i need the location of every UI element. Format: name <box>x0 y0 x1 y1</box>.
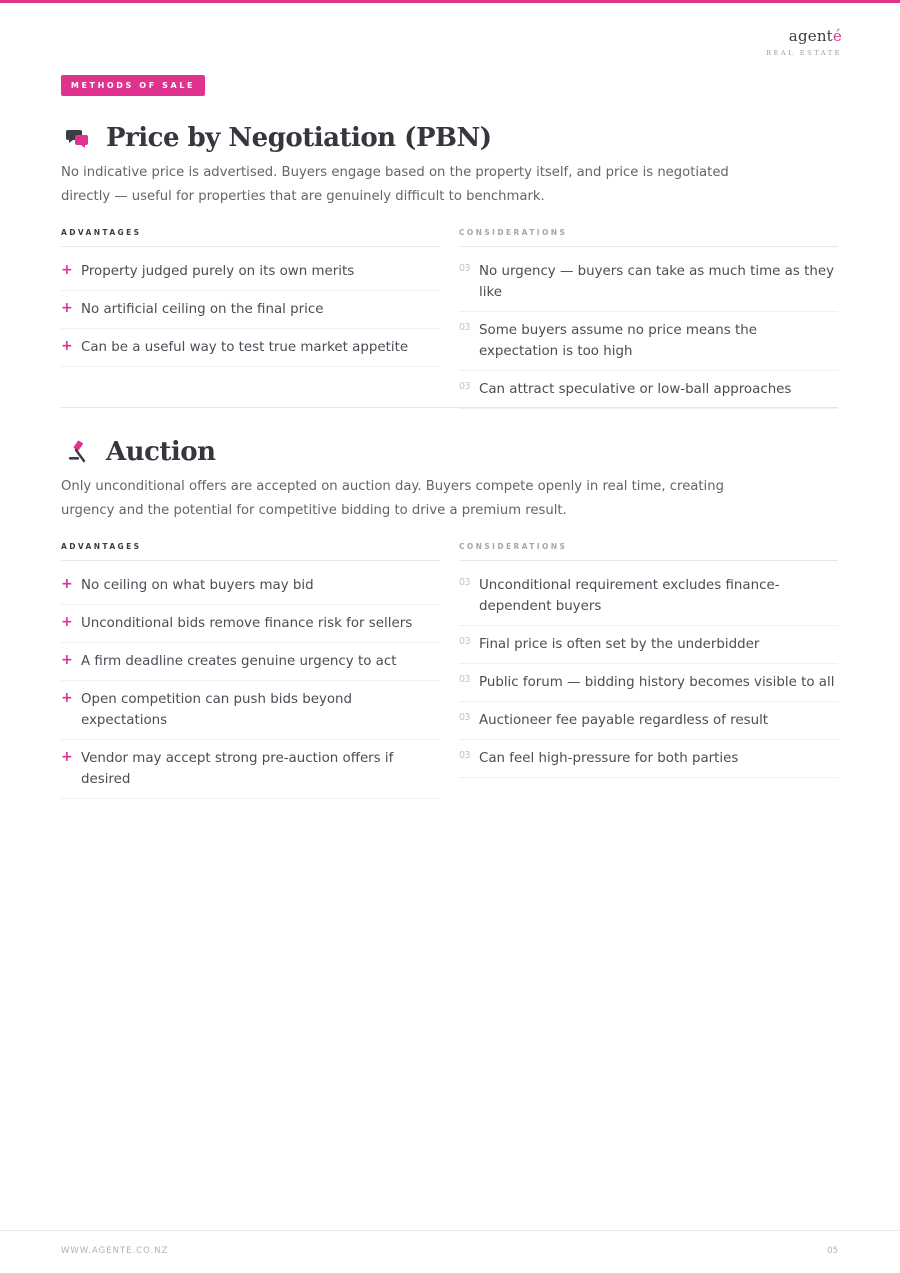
consideration-item <box>459 740 838 778</box>
item-marker: 03 <box>459 712 471 723</box>
section-header <box>61 432 838 472</box>
item-text: No urgency — buyers can take as much time as they like <box>479 264 834 300</box>
page-number: 05 <box>827 1246 838 1256</box>
item-marker: 03 <box>459 674 471 685</box>
section-badge: METHODS OF SALE <box>61 75 205 96</box>
brand-logo <box>766 27 842 57</box>
section-auction <box>61 432 838 799</box>
item-text: A firm deadline creates genuine urgency to act <box>81 654 397 669</box>
top-accent-bar <box>0 0 900 3</box>
advantages-list <box>61 247 440 367</box>
advantage-item <box>61 567 440 605</box>
section-pbn <box>61 118 838 409</box>
brand-name: agenté <box>788 27 842 45</box>
advantages-heading: ADVANTAGES <box>61 542 440 561</box>
considerations-column <box>459 228 838 409</box>
advantage-item <box>61 605 440 643</box>
considerations-list <box>459 247 838 409</box>
section-title: Price by Negotiation (PBN) <box>106 123 492 153</box>
item-text: Can feel high-pressure for both parties <box>479 751 739 766</box>
advantage-item <box>61 643 440 681</box>
section-title: Auction <box>106 437 216 467</box>
advantages-heading: ADVANTAGES <box>61 228 440 247</box>
plus-icon: + <box>61 652 73 668</box>
item-text: Unconditional bids remove finance risk for sellers <box>81 616 413 631</box>
plus-icon: + <box>61 690 73 706</box>
considerations-column <box>459 542 838 799</box>
consideration-item <box>459 702 838 740</box>
plus-icon: + <box>61 614 73 630</box>
item-marker: 03 <box>459 577 471 588</box>
advantage-item <box>61 740 440 799</box>
considerations-list <box>459 561 838 778</box>
consideration-item <box>459 312 838 371</box>
footer-url: WWW.AGENTE.CO.NZ <box>61 1246 169 1256</box>
item-text: Can be a useful way to test true market appetite <box>81 340 409 355</box>
speech-bubbles-icon <box>61 121 95 155</box>
item-marker: 03 <box>459 750 471 761</box>
consideration-item <box>459 626 838 664</box>
item-text: Final price is often set by the underbidder <box>479 637 760 652</box>
item-text: No ceiling on what buyers may bid <box>81 578 314 593</box>
consideration-item <box>459 253 838 312</box>
considerations-heading: CONSIDERATIONS <box>459 228 838 247</box>
item-marker: 03 <box>459 636 471 647</box>
gavel-icon <box>61 435 95 469</box>
item-text: Unconditional requirement excludes finance-dependent buyers <box>479 578 780 614</box>
plus-icon: + <box>61 576 73 592</box>
consideration-item <box>459 371 838 409</box>
footer-divider <box>0 1230 900 1231</box>
brand-tagline: REAL ESTATE <box>766 49 842 57</box>
section-description: No indicative price is advertised. Buyers engage based on the property itself, and price is negotiated directly — useful for properties that are genuinely difficult to benchmark. <box>61 165 729 204</box>
item-text: Can attract speculative or low-ball approaches <box>479 382 792 397</box>
item-text: Public forum — bidding history becomes visible to all <box>479 675 835 690</box>
section-divider <box>61 407 838 408</box>
section-description: Only unconditional offers are accepted on auction day. Buyers compete openly in real time, creating urgency and the potential for competitive bidding to drive a premium result. <box>61 479 724 518</box>
advantages-column <box>61 542 440 799</box>
item-text: Vendor may accept strong pre-auction offers if desired <box>81 751 394 787</box>
advantage-item <box>61 329 440 367</box>
consideration-item <box>459 664 838 702</box>
section-header <box>61 118 838 158</box>
consideration-item <box>459 567 838 626</box>
item-text: Open competition can push bids beyond expectations <box>81 692 353 728</box>
item-text: Some buyers assume no price means the expectation is too high <box>479 323 758 359</box>
plus-icon: + <box>61 262 73 278</box>
considerations-heading: CONSIDERATIONS <box>459 542 838 561</box>
item-marker: 03 <box>459 263 471 274</box>
item-text: Auctioneer fee payable regardless of result <box>479 713 769 728</box>
plus-icon: + <box>61 338 73 354</box>
item-marker: 03 <box>459 322 471 333</box>
plus-icon: + <box>61 749 73 765</box>
item-text: Property judged purely on its own merits <box>81 264 355 279</box>
advantage-item <box>61 291 440 329</box>
advantages-column <box>61 228 440 409</box>
item-text: No artificial ceiling on the final price <box>81 302 324 317</box>
item-marker: 03 <box>459 381 471 392</box>
advantages-list <box>61 561 440 799</box>
advantage-item <box>61 253 440 291</box>
advantage-item <box>61 681 440 740</box>
plus-icon: + <box>61 300 73 316</box>
